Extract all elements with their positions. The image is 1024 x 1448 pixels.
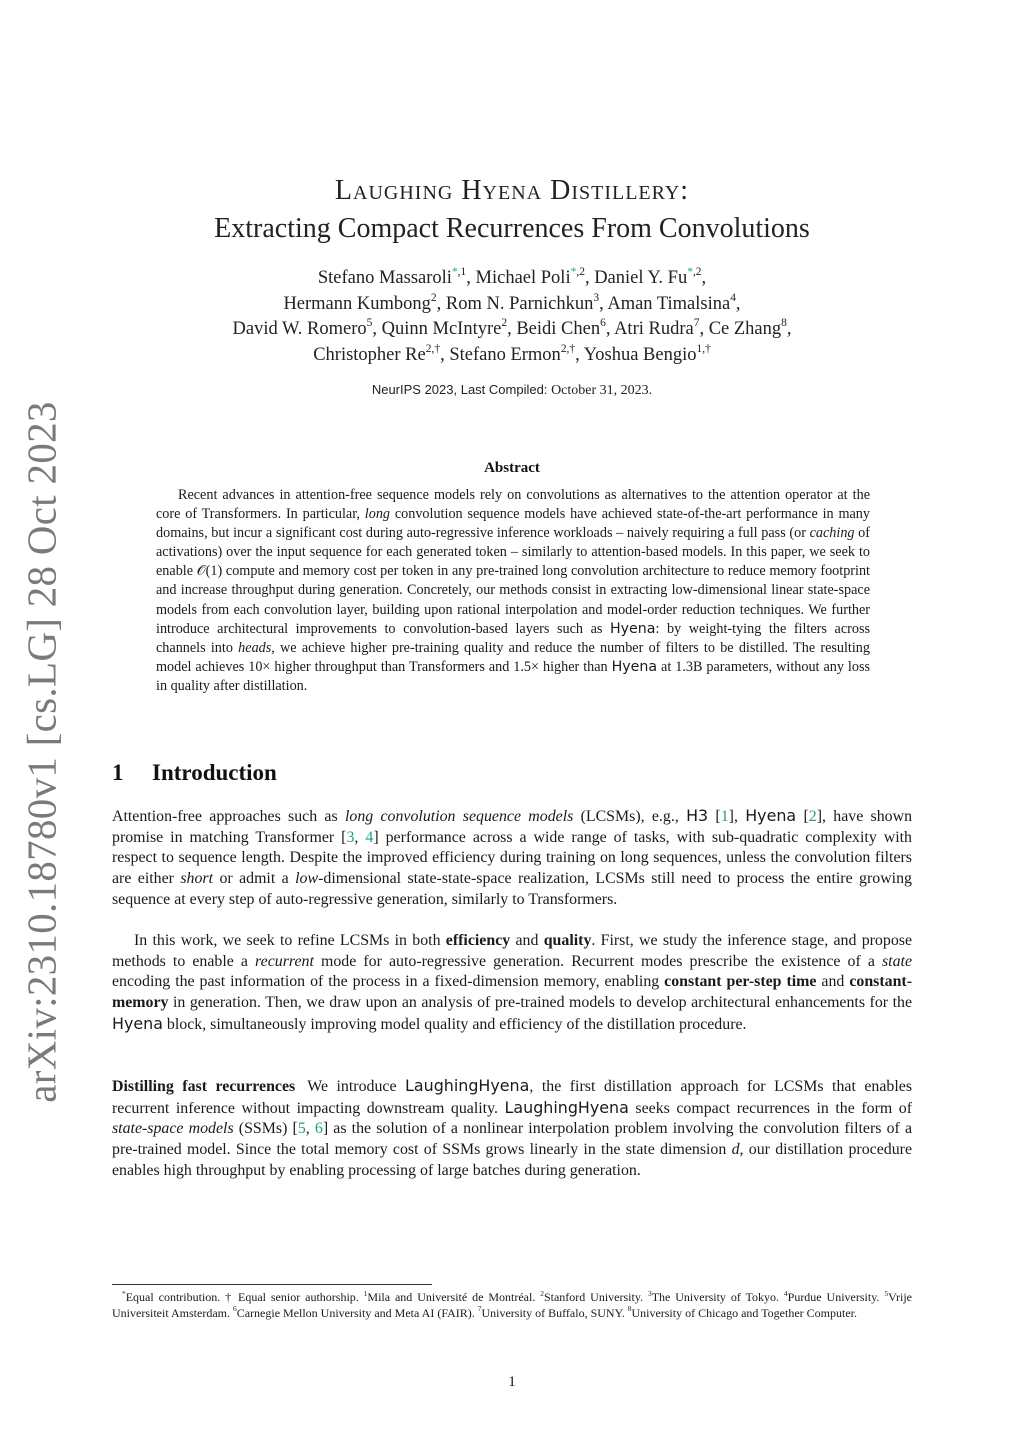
math-variable: d <box>731 1141 740 1159</box>
bold-term: quality <box>543 932 592 949</box>
body-text: seeks compact recurrences in the form of <box>628 1099 913 1117</box>
model-name: Hyena <box>611 658 658 675</box>
author-affiliation: 2,† <box>425 342 441 355</box>
emphasis: caching <box>809 525 855 542</box>
body-text: We introduce <box>307 1078 406 1095</box>
body-text: . First, we study the inference stage, and propose methods to enable a <box>112 932 913 970</box>
author-name: Yoshua Bengio <box>583 344 697 365</box>
author-name: Atri Rudra <box>614 319 694 339</box>
author-list: Stefano Massaroli$^{*,1}$, Michael Poli$^{*,2}$, Daniel Y. $Fu^{*,2}$, Hermann Kumbong$^2$, Rom N. Parnichkun$^3$, Aman Timalsina$^4$, David W. Romero$^5$, Quinn McIntyre$^2$, Beidi Chen$^6$, Atri Rudra$^7$, Ce Zhang$^8$, Christopher $Re^{2,\dagger}$, Stefano Ermon$^{2,\dagger}$, Yoshua Bengio$^{1,\dagger}$ <box>232 266 792 365</box>
emphasis: low <box>295 870 319 888</box>
abstract-text: at 1.3B parameters, without any loss in quality after distillation. <box>156 658 870 694</box>
author-affiliation: 1,† <box>696 342 711 355</box>
equal-contribution-mark: * <box>687 266 693 279</box>
venue-line <box>112 382 912 399</box>
author-name: Daniel Y. Fu <box>594 268 688 288</box>
body-text: ] performance across a wide range of tasks, with sub-quadratic complexity with respect to sequence length. Despite the improved efficiency during training on long sequences, unless the convolution filters are either <box>112 828 913 888</box>
body-text: block, simultaneously improving model quality and efficiency of the distillation procedure. <box>162 1015 747 1033</box>
model-name: LaughingHyena <box>504 1097 629 1117</box>
author-affiliation: ,1 <box>457 266 467 279</box>
model-name: LaughingHyena <box>405 1076 530 1095</box>
body-text: encoding the past information of the process in a fixed-dimension memory, enabling <box>112 973 665 991</box>
body-text: ] as the solution of a nonlinear interpolation problem involving the convolution filters of a pre-trained model. Since the total memory cost of SSMs grows linearly in the state dimension <box>112 1120 913 1159</box>
body-text: (SSMs) [ <box>233 1120 298 1138</box>
footnote-divider <box>112 1284 432 1285</box>
citation-link[interactable]: 2 <box>808 808 817 825</box>
title-line-1: Laughing Hyena Distillery: <box>334 175 690 206</box>
footnote-text: Purdue University. <box>787 1290 885 1304</box>
body-text: , the first distillation approach for LCSMs that enables recurrent inference without impacting downstream quality. <box>112 1078 913 1117</box>
footnote: *Equal contribution. † Equal senior authorship. $^1$Mila and Université de Montréal. $^2$Stanford University. $^3$The University of Tokyo. $^4$Purdue University. $^5$Vrije Universiteit Amsterdam. $^6$Carnegie Mellon University and Meta AI (FAIR). $^7$University of Buffalo, SUNY. $^8$University of Chicago and Together Computer. <box>112 1288 912 1320</box>
venue-text: NeurIPS 2023, Last Compiled: <box>371 382 548 397</box>
section-title: Introduction <box>152 760 277 785</box>
intro-paragraph <box>112 931 912 1036</box>
model-name: H3 <box>686 806 709 825</box>
paper-title <box>112 172 912 248</box>
equal-contribution-mark: * <box>570 266 577 279</box>
model-name: Hyena <box>112 1013 163 1033</box>
body-text: mode for auto-regressive generation. Recurrent modes prescribe the existence of a <box>313 952 882 970</box>
author-name: Michael Poli <box>475 268 571 288</box>
citation-link[interactable]: 3 <box>346 828 355 846</box>
section-number: 1 <box>112 760 124 785</box>
bold-term: constant-memory <box>112 973 913 1012</box>
footnote-text: University of Chicago and Together Computer. <box>631 1305 857 1320</box>
compile-date: October 31, 2023. <box>551 383 653 398</box>
author-name: Stefano Massaroli <box>317 268 452 288</box>
body-text: in generation. Then, we draw upon an analysis of pre-trained models to develop architectural enhancements for the <box>168 994 912 1012</box>
page-number: 1 <box>508 1374 516 1390</box>
citation-link[interactable]: 4 <box>365 828 374 846</box>
body-text: , our distillation procedure enables high throughput by enabling processing of large batches during generation. <box>112 1141 912 1179</box>
author-name: Ce Zhang <box>708 319 782 339</box>
author-name: Aman Timalsina <box>607 293 731 314</box>
author-name: Rom N. Parnichkun <box>445 293 594 314</box>
intro-paragraph: Attention-free approaches such as long convolution sequence models (LCSMs), e.g., H3 [1], Hyena [2], have shown promise in matching Transformer [3, 4] performance across a wide range of tasks, with sub-quadratic complexity with respect to sequence length. Despite the improved efficiency during training on long sequences, unless the convolution filters are either short or admit a low-dimensional state-state-space realization, LCSMs still need to process the entire growing sequence at every step of auto-regressive generation, similarly to Transformers. <box>112 806 913 908</box>
bold-term: constant per-step time <box>664 973 817 991</box>
title-line-2: Extracting Compact Recurrences From Convolutions <box>214 213 810 244</box>
emphasis: long convolution sequence models <box>344 808 574 825</box>
author-affiliation: 7 <box>693 317 700 330</box>
footnote-text: Carnegie Mellon University and Meta AI (FAIR). <box>236 1305 478 1320</box>
author-affiliation: 8 <box>781 317 787 330</box>
body-text: (LCSMs), e.g., <box>573 808 687 825</box>
section-heading <box>112 760 277 786</box>
author-affiliation: 5 <box>366 317 373 330</box>
emphasis: short <box>180 870 214 888</box>
body-text: and <box>510 932 544 949</box>
author-affiliation: 2 <box>430 291 437 304</box>
footnote-text: Vrije Universiteit Amsterdam. <box>112 1290 912 1320</box>
author-affiliation: ,2 <box>692 266 702 279</box>
abstract-text: Recent advances in attention-free sequence models rely on convolutions as alternatives to the attention operator at the core of Transformers. In particular, <box>156 487 870 523</box>
author-name: Hermann Kumbong <box>283 293 431 314</box>
arxiv-identifier-stamp <box>12 401 72 1103</box>
author-name: David W. Romero <box>232 319 367 339</box>
citation-link[interactable]: 6 <box>314 1120 323 1138</box>
footnote-text: The University of Tokyo. <box>651 1290 784 1304</box>
emphasis: state <box>881 952 912 970</box>
footnote-text: Mila and Université de Montréal. <box>367 1290 541 1304</box>
abstract-text: convolution sequence models have achieved state-of-the-art performance in many domains, but incur a significant cost during auto-regressive inference workloads – naively requiring a full pass (or <box>156 506 870 542</box>
author-name: Christopher Re <box>313 344 426 365</box>
model-name: Hyena <box>745 806 797 825</box>
emphasis: long <box>364 506 391 523</box>
intro-paragraph: Distilling fast recurrences We introduce LaughingHyena, the first distillation approach for LCSMs that enables recurrent inference without impacting downstream quality. LaughingHyena seeks compact recurrences in the form of state-space models (SSMs) [5, 6] as the solution of a nonlinear interpolation problem involving the convolution filters of a pre-trained model. Since the total memory cost of SSMs grows linearly in the state dimension d, our distillation procedure enables high throughput by enabling processing of large batches during generation. <box>112 1076 913 1179</box>
author-name: Beidi Chen <box>516 319 601 339</box>
citation-link[interactable]: 1 <box>720 808 729 825</box>
emphasis: recurrent <box>255 952 314 970</box>
citation-link[interactable]: 5 <box>297 1120 306 1138</box>
abstract-body <box>156 486 870 696</box>
author-affiliation: 3 <box>593 291 600 304</box>
emphasis: state-space models <box>112 1120 234 1138</box>
body-text: -dimensional state-state-space realization, LCSMs still need to process the entire growing sequence at every step of auto-regressive generation, similarly to Transformers. <box>112 870 912 908</box>
author-name: Quinn McIntyre <box>381 319 502 339</box>
author-affiliation: 6 <box>600 317 606 330</box>
body-text: or admit a <box>213 870 296 888</box>
body-text: and <box>816 973 850 991</box>
emphasis: heads <box>238 639 272 656</box>
footnote-text: Stanford University. <box>543 1290 648 1304</box>
paragraph-heading: Distilling fast recurrences <box>112 1078 296 1095</box>
author-affiliation: 2 <box>501 317 508 330</box>
author-affiliation: 4 <box>730 291 736 304</box>
footnote-text: Equal contribution. † Equal senior authorship. <box>125 1290 364 1304</box>
author-affiliation: 2,† <box>560 342 576 355</box>
body-text: , have shown promise in matching Transformer [ <box>112 808 913 846</box>
bold-term: efficiency <box>445 932 511 949</box>
footnote-text: University of Buffalo, SUNY. <box>481 1305 628 1320</box>
author-name: Stefano Ermon <box>449 344 561 365</box>
equal-contribution-mark: * <box>451 266 458 279</box>
abstract-text: of activations) over the input sequence for each generated token – similarly to attention-based models. In this paper, we seek to enable 𝒪(1) compute and memory cost per token in any pre-trained long convolution architecture to reduce memory footprint and increase throughput during generation. Concretely, our methods consist in extracting low-dimensional linear state-space models from each convolution layer, building upon rational interpolation and model-order reduction techniques. We further introduce architectural improvements to convolution-based layers such as <box>156 525 870 637</box>
arxiv-id-text: arXiv:2310.18780v1 [cs.LG] 28 Oct 2023 <box>19 401 66 1103</box>
abstract-heading: Abstract <box>484 460 540 476</box>
body-text: In this work, we seek to refine LCSMs in both <box>134 932 446 949</box>
abstract-text: : by weight-tying the filters across channels into <box>156 620 870 656</box>
body-text: Attention-free approaches such as <box>112 808 345 825</box>
model-name: Hyena <box>609 620 656 637</box>
abstract-text: , we achieve higher pre-training quality and reduce the number of filters to be distilled. The resulting model achieves 10× higher throughput than Transformers and 1.5× higher than <box>156 639 870 675</box>
author-affiliation: ,2 <box>576 266 585 279</box>
